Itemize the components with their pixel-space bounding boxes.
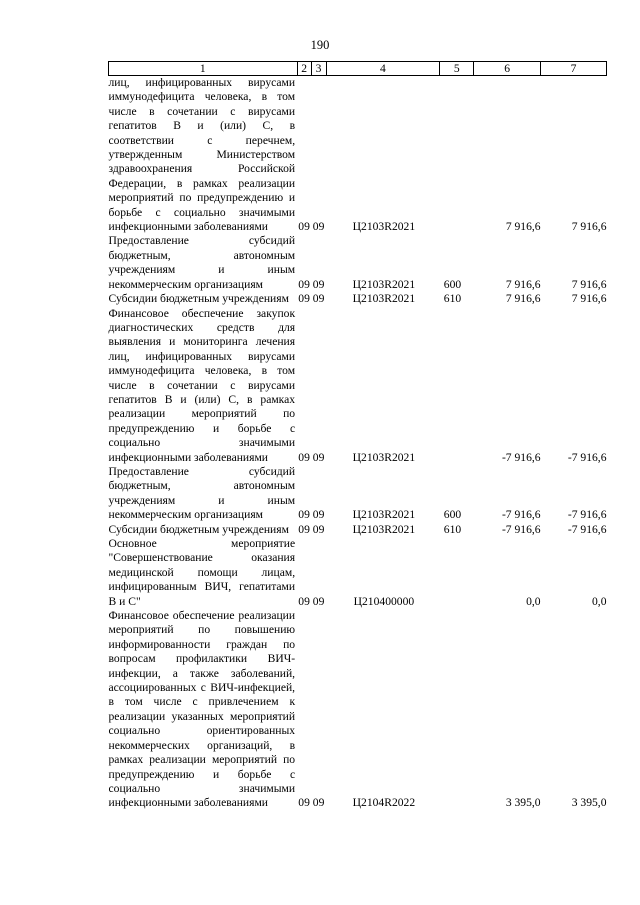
table-row — [109, 307, 607, 465]
row-expense-type — [440, 609, 474, 811]
row-section: 09 — [298, 508, 310, 522]
row-expense-type: 600 — [443, 508, 462, 522]
row-section: 09 — [298, 796, 310, 810]
row-expense-type — [440, 537, 474, 609]
row-target-code: Ц2103R2021 — [352, 220, 416, 234]
header-col-1: 1 — [109, 62, 298, 76]
budget-table — [108, 61, 607, 811]
row-target-code: Ц210400000 — [353, 594, 415, 608]
row-section: 09 — [298, 522, 310, 536]
row-amount-6: -7 916,6 — [501, 508, 541, 522]
row-section: 09 — [298, 292, 310, 306]
row-subsection: 09 — [312, 277, 325, 291]
row-name: Предоставление субсидий бюджетным, автономным учреждениям и иным некоммерческим организациям — [108, 464, 296, 522]
row-amount-6: 7 916,6 — [505, 220, 541, 234]
row-amount-6: 7 916,6 — [505, 292, 541, 306]
row-subsection: 09 — [312, 450, 325, 464]
page-number: 190 — [310, 38, 330, 52]
row-amount-7: -7 916,6 — [567, 450, 607, 464]
row-name: Субсидии бюджетным учреждениям — [108, 522, 289, 536]
row-target-code: Ц2104R2022 — [352, 796, 416, 810]
row-subsection: 09 — [312, 522, 325, 536]
table-row — [109, 523, 607, 537]
row-name: Финансовое обеспечение реализации мероприятий по повышению информированности граждан по вопросам профилактики ВИЧ-инфекции, а также заболеваний, ассоциированных с ВИЧ-инфекцией, в том числе с привлечением к реализации указанных мероприятий социально ориентированных некоммерческих организаций, в рамках реализации мероприятий по предупреждению и борьбе с социально значимыми инфекционными заболеваниями — [108, 609, 296, 810]
row-amount-7: -7 916,6 — [567, 508, 607, 522]
row-subsection: 09 — [312, 594, 325, 608]
table-row — [109, 76, 607, 235]
header-col-6: 6 — [474, 62, 541, 76]
row-amount-7: 7 916,6 — [571, 277, 607, 291]
row-subsection: 09 — [312, 292, 325, 306]
row-target-code: Ц2103R2021 — [352, 450, 416, 464]
row-target-code: Ц2103R2021 — [352, 292, 416, 306]
row-name: Субсидии бюджетным учреждениям — [108, 292, 289, 306]
row-amount-6: 3 395,0 — [505, 796, 541, 810]
row-section: 09 — [298, 277, 310, 291]
header-col-7: 7 — [541, 62, 607, 76]
row-section: 09 — [298, 450, 310, 464]
header-col-4: 4 — [326, 62, 440, 76]
row-amount-6: -7 916,6 — [501, 450, 541, 464]
row-amount-7: 7 916,6 — [571, 220, 607, 234]
table-row — [109, 609, 607, 811]
row-amount-7: -7 916,6 — [567, 522, 607, 536]
row-amount-7: 3 395,0 — [571, 796, 607, 810]
table-row — [109, 292, 607, 306]
table-header-row — [109, 62, 607, 76]
header-col-3: 3 — [311, 62, 326, 76]
table-row — [109, 234, 607, 292]
row-subsection: 09 — [312, 220, 325, 234]
row-amount-7: 0,0 — [592, 594, 607, 608]
row-name: Финансовое обеспечение закупок диагностических средств для выявления и мониторинга лечения лиц, инфицированных вирусами иммунодефицита человека, в том числе в сочетании с вирусами гепатитов В и (или) С, в рамках реализации мероприятий по предупреждению и борьбе с социально значимыми инфекционными заболеваниями — [108, 306, 296, 464]
row-amount-6: 0,0 — [526, 594, 541, 608]
row-target-code: Ц2103R2021 — [352, 508, 416, 522]
row-expense-type — [440, 76, 474, 235]
row-name: лиц, инфицированных вирусами иммунодефицита человека, в том числе в сочетании с вирусами гепатитов В и (или) С, в соответствии с перечнем, утвержденным Министерством здравоохранения Российской Федерации, в рамках реализации мероприятий по предупреждению и борьбе с социально значимыми инфекционными заболеваниями — [108, 76, 296, 234]
row-expense-type — [440, 307, 474, 465]
header-col-2: 2 — [297, 62, 311, 76]
table-row — [109, 465, 607, 523]
row-name: Основное мероприятие "Совершенствование оказания медицинской помощи лицам, инфицированным ВИЧ, гепатитами В и С" — [108, 537, 296, 608]
row-amount-6: -7 916,6 — [501, 522, 541, 536]
row-section: 09 — [298, 594, 310, 608]
row-expense-type: 600 — [443, 277, 462, 291]
row-target-code: Ц2103R2021 — [352, 277, 416, 291]
row-amount-7: 7 916,6 — [571, 292, 607, 306]
row-subsection: 09 — [312, 796, 325, 810]
row-target-code: Ц2103R2021 — [352, 522, 416, 536]
table-row — [109, 537, 607, 609]
row-name: Предоставление субсидий бюджетным, автономным учреждениям и иным некоммерческим организациям — [108, 234, 296, 291]
row-subsection: 09 — [312, 508, 325, 522]
row-expense-type: 610 — [443, 522, 462, 536]
row-expense-type: 610 — [443, 292, 462, 306]
row-section: 09 — [298, 220, 310, 234]
header-col-5: 5 — [440, 62, 474, 76]
row-amount-6: 7 916,6 — [505, 277, 541, 291]
